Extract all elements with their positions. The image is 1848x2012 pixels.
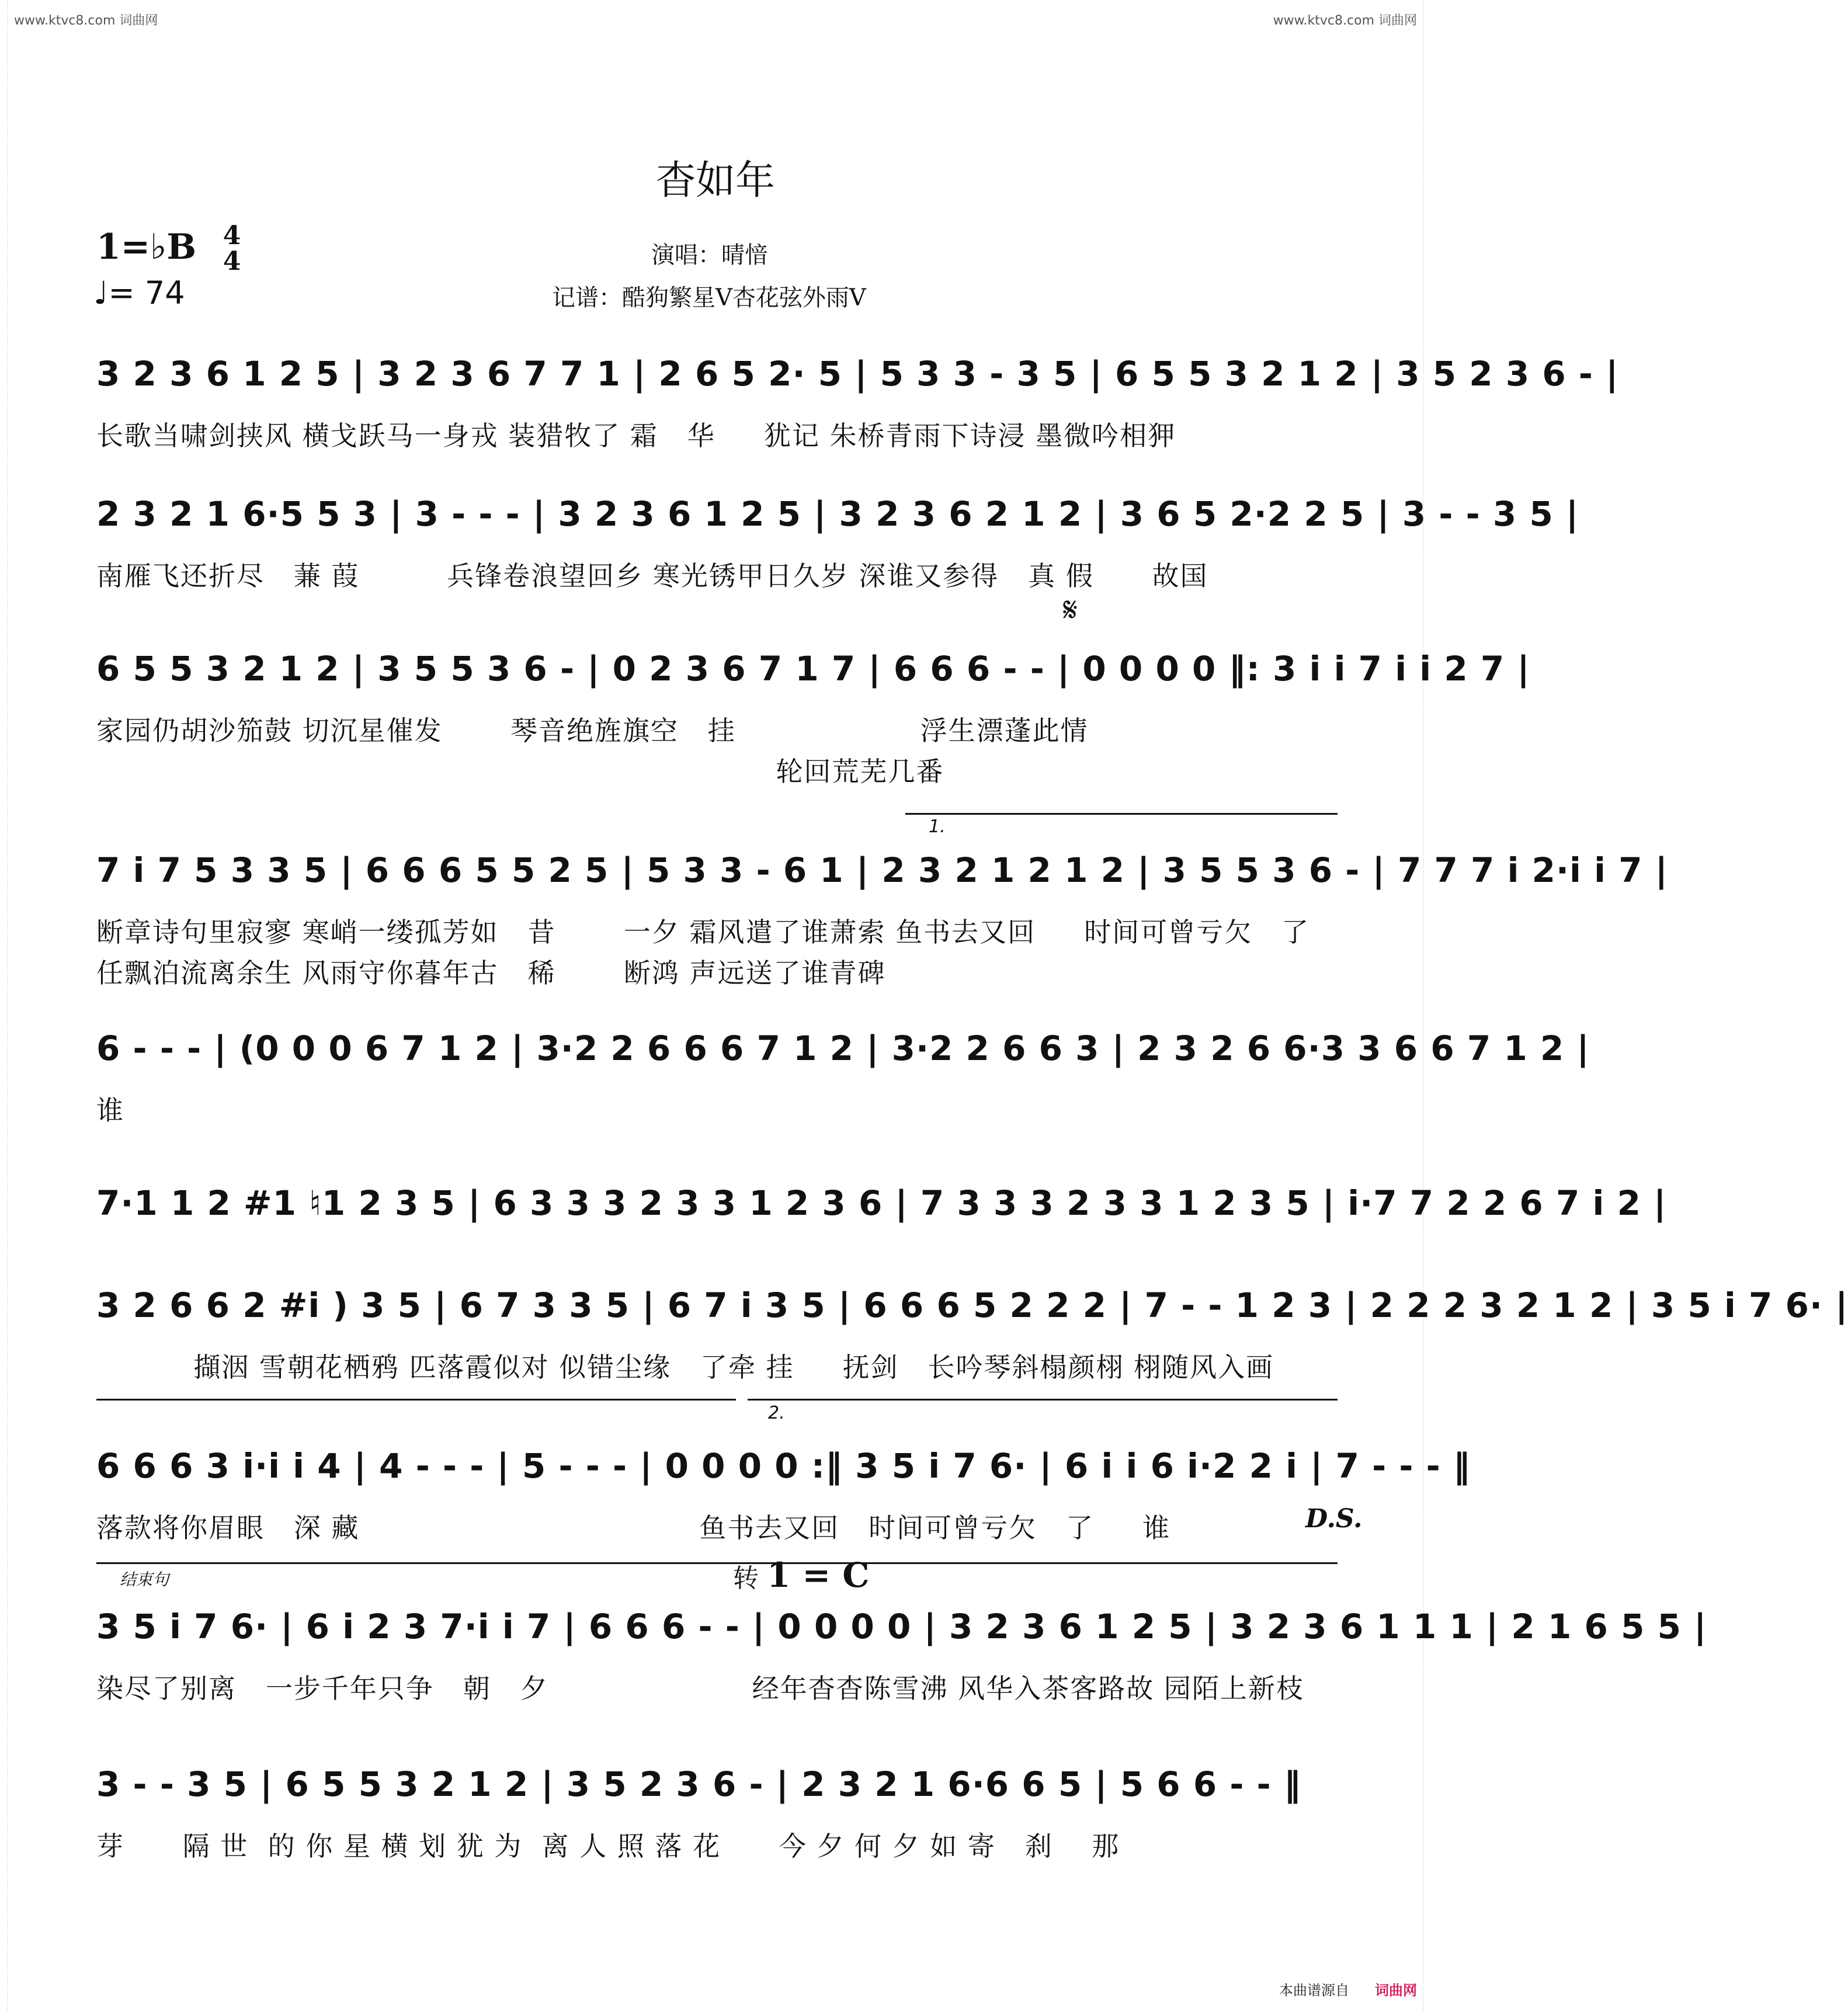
singer-credit: 演唱：晴愔 <box>651 242 768 269</box>
site-watermark-right: www.ktvc8.com 词曲网 <box>1273 13 1417 28</box>
lyrics-line: 染尽了别离 一步千年只争 朝 夕 经年杳杳陈雪沸 风华入茶客路故 园陌上新枝 <box>96 1673 1304 1704</box>
notes-line: 2 3 2 1 6·5 5 3 | 3 - - - | 3 2 3 6 1 2 5 | 3 2 3 6 2 1 2 | 3 6 5 2·2 2 5 | 3 - - 3 5 | <box>96 494 1579 534</box>
lyrics-line: 芽 隔 世 的 你 星 横 划 犹 为 离 人 照 落 花 今 夕 何 夕 如 寄 刹 那 <box>96 1830 1120 1862</box>
notes-line: 6 6 6 3 i·i i 4 | 4 - - - | 5 - - - | 0 0 0 0 :‖ 3 5 i 7 6· | 6 i i 6 i·2 2 i | 7 - - - ‖ <box>96 1446 1471 1486</box>
lyrics-line: 轮回荒芜几番 <box>96 756 944 787</box>
dal-segno-mark: D.S. <box>1305 1504 1363 1534</box>
ending-label: 结束句 <box>120 1570 169 1589</box>
right-margin-strip <box>1423 0 1431 2012</box>
segno-sign: 𝄋 <box>1063 590 1078 630</box>
notes-line: 6 5 5 3 2 1 2 | 3 5 5 3 6 - | 0 2 3 6 7 1 7 | 6 6 6 - - | 0 0 0 0 ‖: 3 i i 7 i i 2 7 | <box>96 649 1530 689</box>
notes-line: 3 - - 3 5 | 6 5 5 3 2 1 2 | 3 5 2 3 6 - | 2 3 2 1 6·6 6 5 | 5 6 6 - - ‖ <box>96 1764 1301 1804</box>
time-signature <box>217 223 246 274</box>
key-change <box>733 1555 870 1595</box>
time-denominator: 4 <box>223 246 241 276</box>
tempo-marking: ♩= 74 <box>93 274 185 311</box>
volta-bracket-1 <box>905 813 1338 815</box>
volta-2-label: 2. <box>768 1403 785 1423</box>
key-change-prefix: 转 <box>733 1563 759 1593</box>
lyrics-line: 家园仍胡沙笳鼓 切沉星催发 琴音绝旌旗空 挂 浮生漂蓬此情 <box>96 715 1089 746</box>
notes-line: 7 i 7 5 3 3 5 | 6 6 6 5 5 2 5 | 5 3 3 - 6 1 | 2 3 2 1 2 1 2 | 3 5 5 3 6 - | 7 7 7 i 2·i i 7 | <box>96 850 1668 890</box>
notes-line: 6 - - - | (0 0 0 6 7 1 2 | 3·2 2 6 6 6 7 1 2 | 3·2 2 6 6 3 | 2 3 2 6 6·3 3 6 6 7 1 2 | <box>96 1028 1590 1068</box>
left-margin-strip <box>0 0 8 2012</box>
ending-bracket <box>96 1562 1338 1564</box>
lyrics-line: 谁 <box>96 1094 124 1126</box>
volta-bracket-top <box>96 1399 736 1401</box>
lyrics-line: 长歌当啸剑挟风 横戈跃马一身戎 装猎牧了 霜 华 犹记 朱桥青雨下诗浸 墨微吟相狎 <box>96 420 1176 451</box>
notes-line: 3 5 i 7 6· | 6 i 2 3 7·i i 7 | 6 6 6 - - | 0 0 0 0 | 3 2 3 6 1 2 5 | 3 2 3 6 1 1 1 | 2 1 6 5 5 | <box>96 1607 1707 1646</box>
lyrics-line: 落款将你眉眼 深 藏 鱼书去又回 时间可曾亏欠 了 谁 <box>96 1512 1171 1544</box>
footer-source: 本曲谱源自 <box>1279 1982 1349 1999</box>
site-watermark-left: www.ktvc8.com 词曲网 <box>14 13 158 28</box>
volta-1-label: 1. <box>929 816 946 837</box>
notes-line: 7·1 1 2 #1 ♮1 2 3 5 | 6 3 3 3 2 3 3 1 2 3 6 | 7 3 3 3 2 3 3 1 2 3 5 | i·7 7 2 2 6 7 i 2 | <box>96 1183 1667 1223</box>
notes-line: 3 2 3 6 1 2 5 | 3 2 3 6 7 7 1 | 2 6 5 2· 5 | 5 3 3 - 3 5 | 6 5 5 3 2 1 2 | 3 5 2 3 6 - | <box>96 354 1619 394</box>
key-change-key: 1 = C <box>767 1555 870 1595</box>
lyrics-line: 擷洇 雪朝花栖鸦 匹落霞似对 似错尘缘 了牵 挂 抚剑 长吟琴斜榻颜栩 栩随风入画 <box>96 1351 1274 1383</box>
lyrics-line: 南雁飞还折尽 蒹 葭 兵锋卷浪望回乡 寒光锈甲日久岁 深谁又参得 真 假 故国 <box>96 560 1208 592</box>
notes-line: 3 2 6 6 2 #i ) 3 5 | 6 7 3 3 5 | 6 7 i 3 5 | 6 6 6 5 2 2 2 | 7 - - 1 2 3 | 2 2 2 3 2 1 2 | 3 5 i 7 6· | <box>96 1285 1848 1325</box>
lyrics-line: 断章诗句里寂寥 寒峭一缕孤芳如 昔 一夕 霜风遣了谁萧索 鱼书去又回 时间可曾亏欠 了 <box>96 916 1310 948</box>
scorer-credit: 记谱：酷狗繁星V杏花弦外雨V <box>552 284 866 311</box>
key-signature: 1=♭B <box>96 227 197 267</box>
song-title: 杳如年 <box>655 158 775 204</box>
lyrics-line: 任飘泊流离余生 风雨守你暮年古 稀 断鸿 声远送了谁青碑 <box>96 957 886 989</box>
time-numerator: 4 <box>223 221 241 251</box>
volta-bracket-2 <box>748 1399 1338 1401</box>
footer-site-link[interactable]: 词曲网 <box>1375 1982 1417 1999</box>
